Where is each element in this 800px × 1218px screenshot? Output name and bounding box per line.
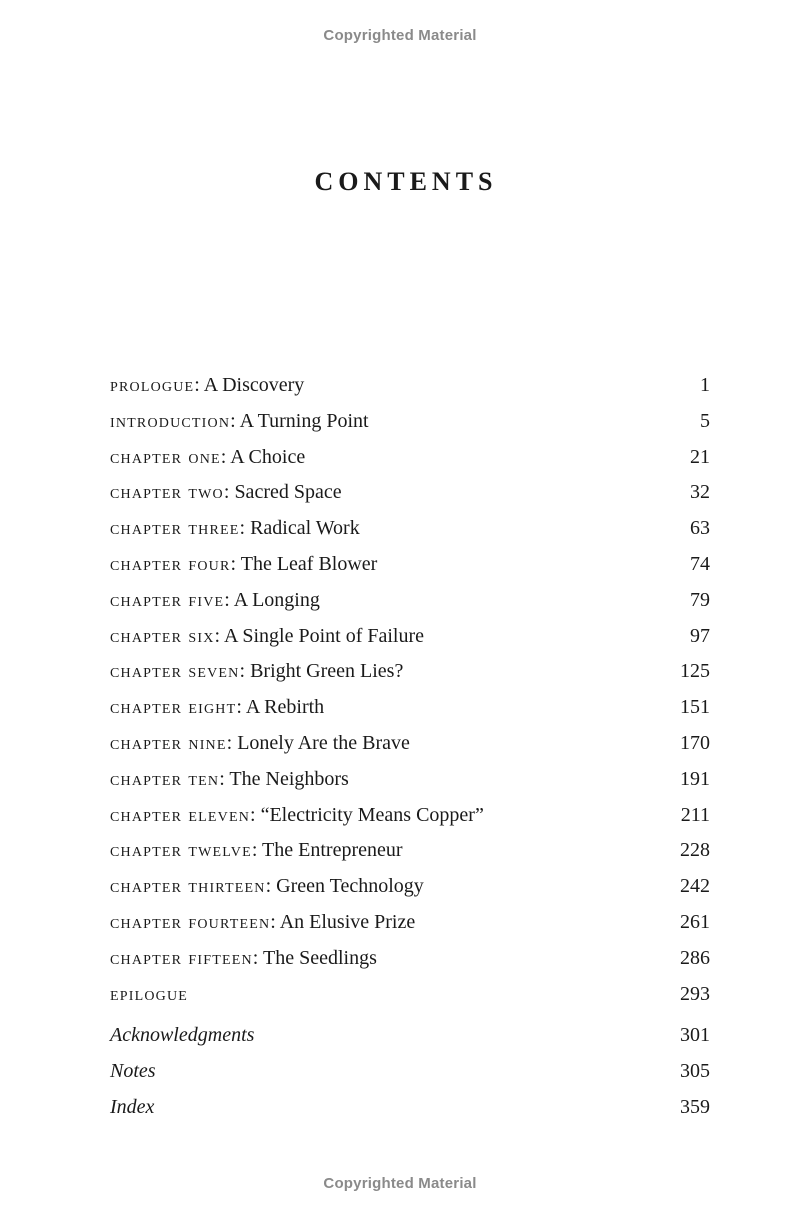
toc-entry-label: chapter four (110, 552, 231, 575)
toc-entry-heading: chapter two: Sacred Space (110, 481, 342, 504)
toc-entry-page: 191 (680, 767, 710, 790)
toc-entry-heading: chapter seven: Bright Green Lies? (110, 660, 404, 683)
toc-entry-chapter-two (110, 475, 710, 511)
toc-entry-label: chapter eleven (110, 803, 251, 826)
toc-entry-heading: chapter eight: A Rebirth (110, 696, 325, 719)
toc-entry-label: chapter twelve (110, 839, 252, 862)
toc-entry-epilogue (110, 977, 710, 1013)
toc-entry-page: 301 (680, 1024, 710, 1047)
toc-entry-label: chapter thirteen (110, 875, 266, 898)
toc-entry-title: A Longing (233, 588, 320, 611)
toc-entry-title: “Electricity Means Copper” (260, 803, 484, 826)
toc-entry-heading: chapter four: The Leaf Blower (110, 552, 378, 575)
toc-entry-label: chapter eight (110, 696, 237, 719)
toc-entry-heading: chapter eleven: “Electricity Means Copper” (110, 803, 484, 826)
toc-entry-label: chapter fourteen (110, 910, 271, 933)
toc-entry-page: 211 (680, 803, 710, 826)
toc-entry-chapter-eleven (110, 798, 710, 834)
toc-entry-title: The Entrepreneur (262, 839, 403, 862)
copyright-watermark-bottom: Copyrighted Material (323, 1175, 477, 1192)
toc-entry-page: 228 (680, 839, 710, 862)
toc-entry-page: 32 (690, 481, 710, 504)
toc-entry-heading: chapter ten: The Neighbors (110, 767, 349, 790)
toc-entry-page: 5 (700, 409, 710, 432)
toc-entry-page: 74 (690, 552, 710, 575)
toc-entry-label: chapter two (110, 481, 224, 504)
toc-entry-chapter-one (110, 440, 710, 476)
toc-entry-label: chapter three (110, 517, 240, 540)
toc-entry-page: 170 (680, 731, 710, 754)
toc-entry-chapter-fifteen (110, 941, 710, 977)
toc-entry-title: Sacred Space (234, 481, 342, 504)
toc-entry-title: The Seedlings (263, 946, 377, 969)
toc-entry-label: prologue (110, 374, 195, 396)
toc-entry-chapter-six (110, 619, 710, 655)
toc-entry-chapter-nine (110, 726, 710, 762)
toc-entry-title: Lonely Are the Brave (237, 731, 410, 754)
toc-entry-chapter-twelve (110, 833, 710, 869)
page-title: CONTENTS (314, 167, 498, 197)
toc-entry-heading: chapter six: A Single Point of Failure (110, 624, 424, 647)
toc-entry-chapter-ten (110, 762, 710, 798)
toc-entry-title: Notes (110, 1060, 156, 1083)
toc-entry-label: introduction (110, 409, 231, 432)
toc-entry-title: A Discovery (203, 374, 305, 396)
toc-entry-label: chapter six (110, 624, 215, 647)
toc-entry-title: Index (110, 1095, 155, 1118)
toc-entry-page: 261 (680, 910, 710, 933)
toc-entry-page: 125 (680, 660, 710, 683)
toc-entry-label: chapter fifteen (110, 946, 253, 969)
toc-entry-heading: chapter three: Radical Work (110, 517, 360, 540)
toc-entry-introduction (110, 404, 710, 440)
table-of-contents (110, 368, 710, 1126)
toc-entry-title: Radical Work (250, 517, 360, 540)
toc-entry-heading: chapter thirteen: Green Technology (110, 875, 424, 898)
toc-entry-heading: chapter five: A Longing (110, 588, 320, 611)
toc-entry-heading: chapter twelve: The Entrepreneur (110, 839, 403, 862)
toc-entry-heading (110, 977, 188, 1013)
toc-entry-title: A Single Point of Failure (224, 624, 424, 647)
toc-entry-heading: chapter nine: Lonely Are the Brave (110, 731, 410, 754)
toc-entry-heading: chapter fifteen: The Seedlings (110, 946, 377, 969)
toc-entry-label: chapter one (110, 445, 221, 468)
toc-entry-page: 286 (680, 946, 710, 969)
toc-entry-title: The Leaf Blower (240, 552, 378, 575)
toc-entry-title: Green Technology (276, 875, 424, 898)
toc-entry-chapter-seven (110, 654, 710, 690)
toc-entry-title: The Neighbors (229, 767, 349, 790)
toc-entry-label: chapter seven (110, 660, 240, 683)
toc-entry-title: A Rebirth (245, 696, 325, 719)
toc-entry-notes (110, 1054, 710, 1090)
toc-entry-page: 97 (690, 624, 710, 647)
toc-entry-heading: chapter fourteen: An Elusive Prize (110, 910, 416, 933)
toc-entry-heading: introduction: A Turning Point (110, 409, 369, 432)
toc-entry-title: Bright Green Lies? (250, 660, 404, 683)
toc-entry-label: epilogue (110, 982, 189, 1005)
toc-entry-heading: chapter one: A Choice (110, 445, 306, 468)
toc-entry-chapter-four (110, 547, 710, 583)
toc-entry-title: A Turning Point (239, 409, 369, 432)
toc-entry-title: Acknowledgments (110, 1024, 255, 1047)
toc-entry-title: A Choice (230, 445, 306, 468)
toc-entry-chapter-eight (110, 690, 710, 726)
toc-entry-page: 79 (690, 588, 710, 611)
toc-entry-page: 305 (680, 1060, 710, 1083)
toc-entry-label: chapter nine (110, 731, 227, 754)
toc-entry-index (110, 1090, 710, 1126)
toc-entry-chapter-fourteen (110, 905, 710, 941)
toc-entry-page: 293 (680, 982, 710, 1005)
toc-entry-heading: prologue: A Discovery (110, 374, 305, 396)
toc-entry-page: 21 (690, 445, 710, 468)
toc-entry-page: 1 (700, 374, 710, 396)
toc-entry-label: chapter five (110, 588, 225, 611)
toc-entry-title: An Elusive Prize (279, 910, 416, 933)
toc-entry-page: 151 (680, 696, 710, 719)
toc-entry-acknowledgments (110, 1018, 710, 1054)
toc-entry-chapter-three (110, 511, 710, 547)
toc-entry-chapter-five (110, 583, 710, 619)
toc-entry-chapter-thirteen (110, 869, 710, 905)
toc-entry-label: chapter ten (110, 767, 220, 790)
copyright-watermark-top: Copyrighted Material (323, 27, 477, 44)
toc-entry-page: 63 (690, 517, 710, 540)
toc-entry-page: 242 (680, 875, 710, 898)
toc-entry-prologue (110, 368, 710, 404)
toc-entry-page: 359 (680, 1095, 710, 1118)
